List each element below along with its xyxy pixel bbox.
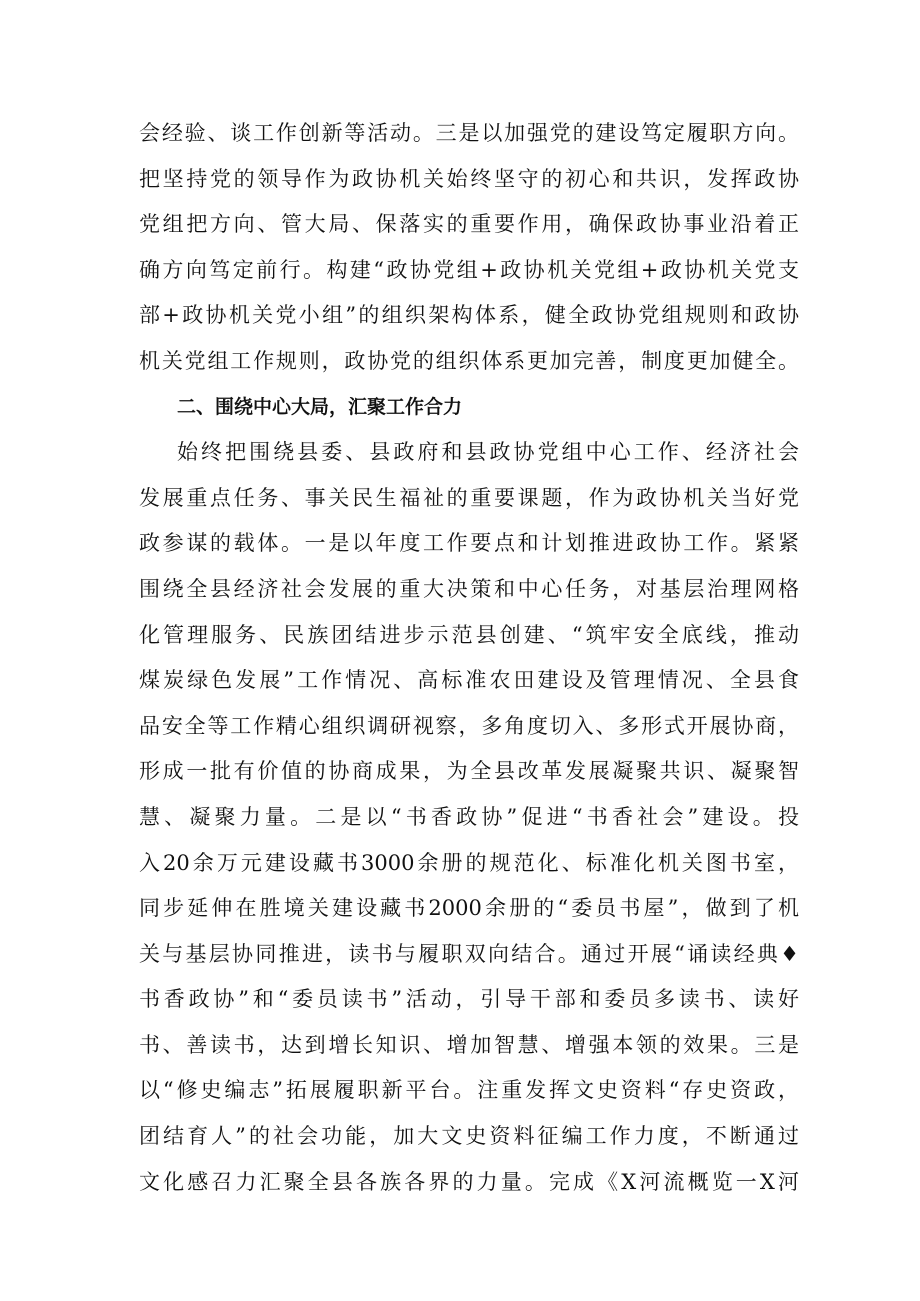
section-heading: 二、围绕中心大局，汇聚工作合力 [177,395,463,418]
paragraph-center-work [139,430,799,1205]
paragraph-party-building [139,111,799,385]
text-line: 同步延伸在胜境关建设藏书2000余册的“委员书屋”，做到了机 [139,896,799,921]
text-line: 化管理服务、民族团结进步示范县创建、“筑牢安全底线，推动 [139,622,799,647]
text-line: 发展重点任务、事关民生福祉的重要课题，作为政协机关当好党 [139,485,799,510]
text-line: 机关党组工作规则，政协党的组织体系更加完善，制度更加健全。 [139,348,799,373]
text-line: 入20余万元建设藏书3000余册的规范化、标准化机关图书室， [139,850,799,875]
text-line: 会经验、谈工作创新等活动。三是以加强党的建设笃定履职方向。 [139,121,799,145]
text-line: 以“修史编志”拓展履职新平台。注重发挥文史资料“存史资政， [139,1078,799,1103]
text-line: 党组把方向、管大局、保落实的重要作用，确保政协事业沿着正 [139,212,799,237]
text-line: 确方向笃定前行。构建“政协党组+政协机关党组+政协机关党支 [139,257,799,282]
text-line: 始终把围绕县委、县政府和县政协党组中心工作、经济社会 [177,440,799,465]
document-body [139,111,799,1205]
text-line: 文化感召力汇聚全县各族各界的力量。完成《X河流概览一X河 [139,1169,799,1194]
text-line: 政参谋的载体。一是以年度工作要点和计划推进政协工作。紧紧 [139,531,799,556]
text-line: 慧、凝聚力量。二是以“书香政协”促进“书香社会”建设。投 [139,804,799,829]
text-line: 把坚持党的领导作为政协机关始终坚守的初心和共识，发挥政协 [139,166,799,191]
text-line: 书香政协”和“委员读书”活动，引导干部和委员多读书、读好 [139,987,799,1012]
text-line: 书、善读书，达到增长知识、增加智慧、增强本领的效果。三是 [139,1032,799,1057]
text-line: 关与基层协同推进，读书与履职双向结合。通过开展“诵读经典♦ [139,941,799,966]
text-line: 品安全等工作精心组织调研视察，多角度切入、多形式开展协商， [139,713,799,738]
text-line: 部+政协机关党小组”的组织架构体系，健全政协党组规则和政协 [139,303,799,328]
text-line: 团结育人”的社会功能，加大文史资料征编工作力度，不断通过 [139,1124,799,1149]
text-line: 围绕全县经济社会发展的重大决策和中心任务，对基层治理网格 [139,576,799,601]
text-line: 煤炭绿色发展”工作情况、高标准农田建设及管理情况、全县食 [139,668,799,693]
text-line: 形成一批有价值的协商成果，为全县改革发展凝聚共识、凝聚智 [139,759,799,784]
